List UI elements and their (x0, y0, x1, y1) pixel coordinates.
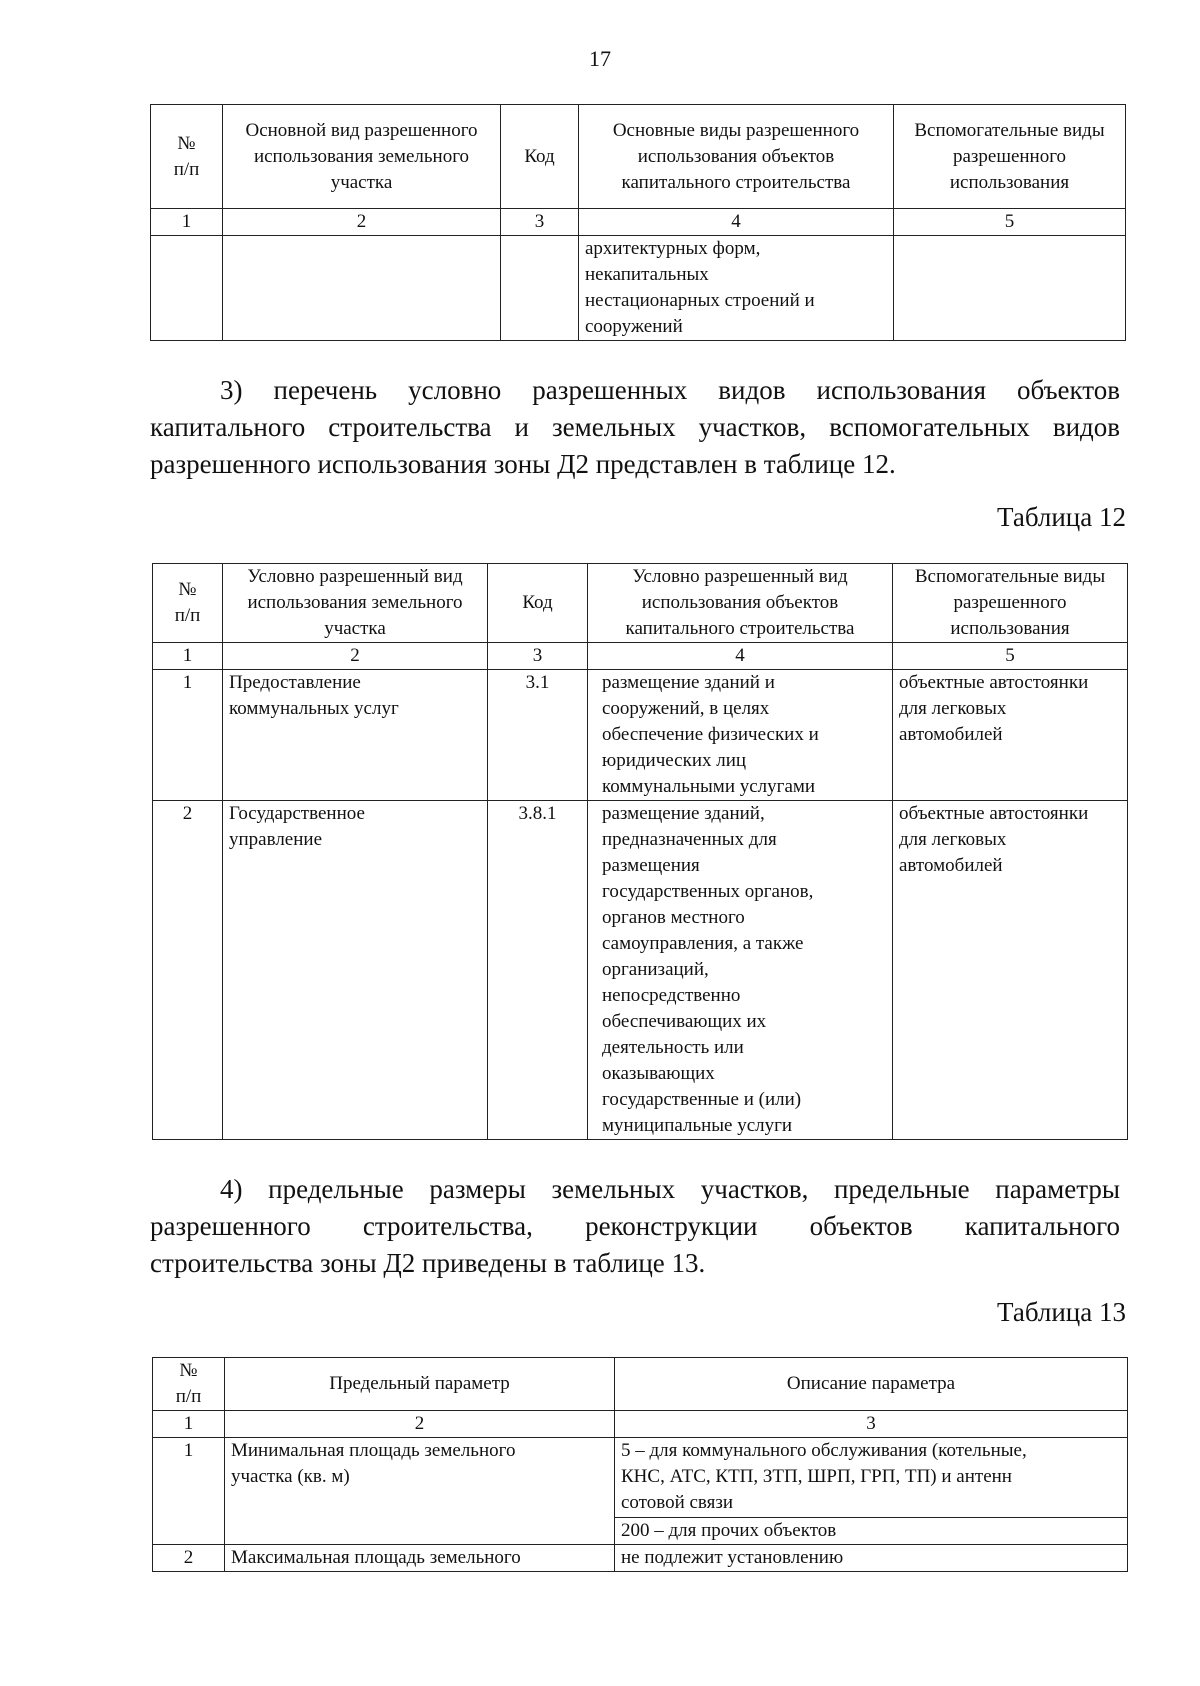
row-num: 1 (153, 1438, 225, 1545)
paragraph-line: 4) предельные размеры земельных участков, предельные параметры (220, 1174, 1120, 1204)
header-oks-use: Основные виды разрешенного использования объектов капитального строительства (579, 105, 894, 209)
col-number: 2 (225, 1411, 615, 1438)
paragraph-line: разрешенного использования зоны Д2 представлен в таблице 12. (150, 449, 896, 479)
row-desc: размещение зданий и сооружений, в целях обеспечение физических и юридических лиц коммунальными услугами (588, 670, 893, 801)
row-desc: 200 – для прочих объектов (615, 1518, 1128, 1545)
header-num: № п/п (153, 1358, 225, 1411)
header-aux-use: Вспомогательные виды разрешенного использования (894, 105, 1126, 209)
row-aux: объектные автостоянки для легковых автомобилей (893, 801, 1128, 1140)
col-number: 1 (153, 1411, 225, 1438)
row-aux: объектные автостоянки для легковых автомобилей (893, 670, 1128, 801)
table-row (153, 670, 1128, 801)
table-row (153, 801, 1128, 1140)
table-continuation (150, 104, 1126, 341)
row-code: 3.1 (488, 670, 588, 801)
paragraph-3 (150, 372, 1120, 483)
header-aux-use: Вспомогательные виды разрешенного использования (893, 564, 1128, 643)
row-num: 2 (153, 1545, 225, 1572)
table-row (153, 1545, 1128, 1572)
col-number: 3 (615, 1411, 1128, 1438)
table-13 (152, 1357, 1128, 1572)
page-number: 17 (589, 46, 611, 71)
col-number: 5 (893, 643, 1128, 670)
header-main-use: Основной вид разрешенного использования земельного участка (223, 105, 501, 209)
row-desc: не подлежит установлению (615, 1545, 1128, 1572)
row-num: 1 (153, 670, 223, 801)
col-number: 3 (501, 209, 579, 236)
paragraph-line: капитального строительства и земельных участков, вспомогательных видов (150, 412, 1120, 442)
col-number: 4 (588, 643, 893, 670)
col-number: 1 (153, 643, 223, 670)
paragraph-line: разрешенного строительства, реконструкции объектов капитального (150, 1211, 1120, 1241)
col-number: 5 (894, 209, 1126, 236)
row-desc: размещение зданий, предназначенных для размещения государственных органов, органов местного самоуправления, а также организаций, непосредственно обеспечивающих их деятельность или оказывающих государственные и (или) муниципальные услуги (588, 801, 893, 1140)
cell-empty (151, 236, 223, 341)
table-12 (152, 563, 1128, 1140)
row-num: 2 (153, 801, 223, 1140)
row-name: Государственное управление (223, 801, 488, 1140)
header-parameter: Предельный параметр (225, 1358, 615, 1411)
table-13-caption: Таблица 13 (997, 1297, 1126, 1327)
paragraph-4 (150, 1171, 1120, 1282)
paragraph-line: 3) перечень условно разрешенных видов использования объектов (220, 375, 1120, 405)
cell-empty (894, 236, 1126, 341)
row-param: Максимальная площадь земельного (225, 1545, 615, 1572)
header-description: Описание параметра (615, 1358, 1128, 1411)
row-desc: 5 – для коммунального обслуживания (котельные, КНС, АТС, КТП, ЗТП, ШРП, ГРП, ТП) и антенн сотовой связи (615, 1438, 1128, 1518)
header-num: № п/п (153, 564, 223, 643)
paragraph-line: строительства зоны Д2 приведены в таблице 13. (150, 1248, 706, 1278)
col-number: 1 (151, 209, 223, 236)
row-param: Минимальная площадь земельного участка (кв. м) (225, 1438, 615, 1545)
header-conditional-oks-use: Условно разрешенный вид использования объектов капитального строительства (588, 564, 893, 643)
header-code: Код (501, 105, 579, 209)
row-code: 3.8.1 (488, 801, 588, 1140)
table-12-caption: Таблица 12 (997, 502, 1126, 532)
row-name: Предоставление коммунальных услуг (223, 670, 488, 801)
col-number: 2 (223, 209, 501, 236)
table-row (153, 1438, 1128, 1518)
col-number: 3 (488, 643, 588, 670)
header-conditional-use: Условно разрешенный вид использования земельного участка (223, 564, 488, 643)
header-num: № п/п (151, 105, 223, 209)
header-code: Код (488, 564, 588, 643)
col-number: 2 (223, 643, 488, 670)
cell-empty (223, 236, 501, 341)
cell-continuation-text: архитектурных форм, некапитальных нестационарных строений и сооружений (579, 236, 894, 341)
cell-empty (501, 236, 579, 341)
col-number: 4 (579, 209, 894, 236)
